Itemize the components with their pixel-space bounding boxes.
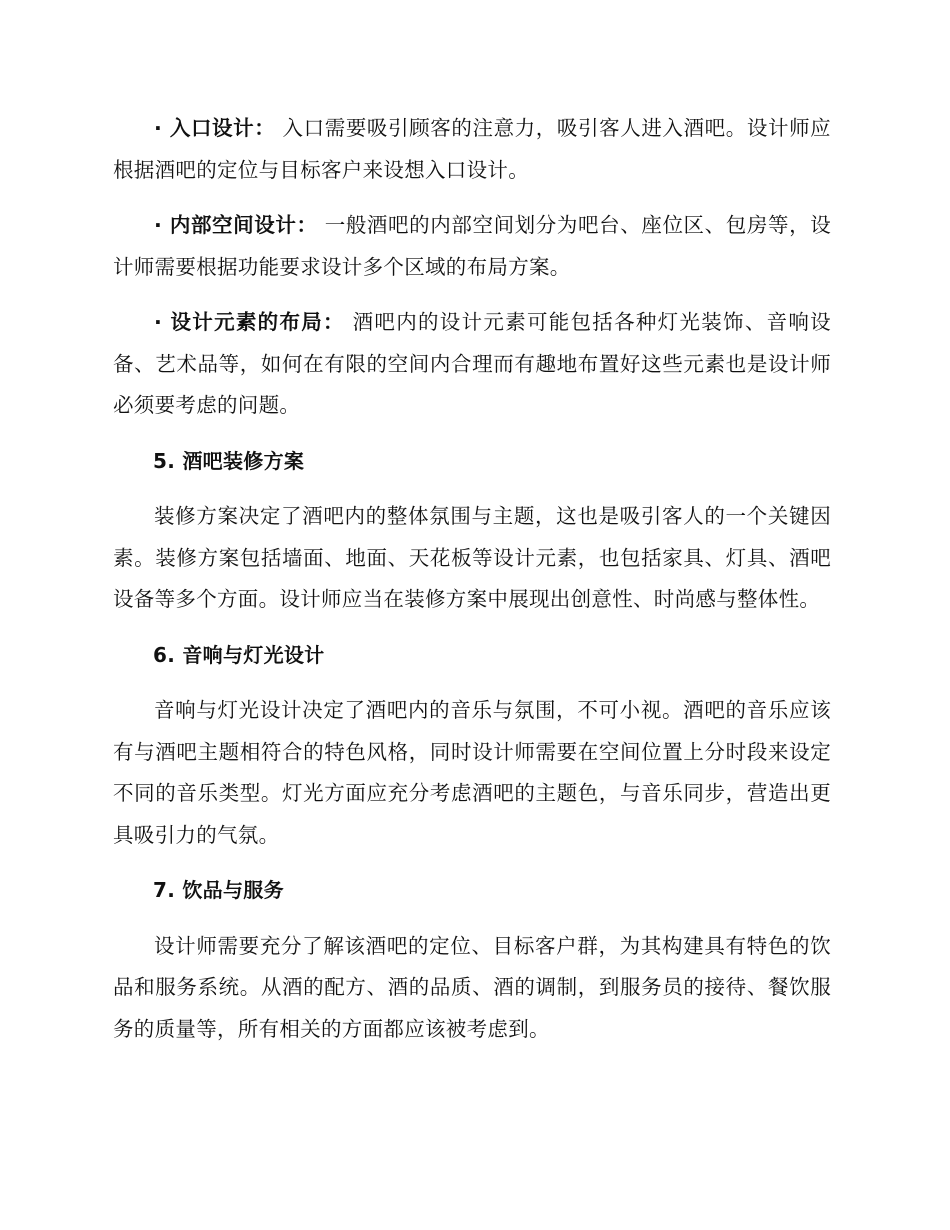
bullet-entrance-design bbox=[113, 108, 831, 191]
section-body-decoration-plan: 装修方案决定了酒吧内的整体氛围与主题，这也是吸引客人的一个关键因素。装修方案包括墙面、地面、天花板等设计元素，也包括家具、灯具、酒吧设备等多个方面。设计师应当在装修方案中展现出创意性、时尚感与整体性。 bbox=[113, 504, 831, 611]
section-heading-audio-lighting: 6. 音响与灯光设计 bbox=[153, 642, 325, 667]
bullet-interior-space-design bbox=[113, 205, 831, 288]
bullet-text: 入口需要吸引顾客的注意力，吸引客人进入酒吧。设计师应根据酒吧的定位与目标客户来设想入口设计。 bbox=[113, 116, 831, 182]
section-body-audio-lighting: 音响与灯光设计决定了酒吧内的音乐与氛围，不可小视。酒吧的音乐应该有与酒吧主题相符合的特色风格，同时设计师需要在空间位置上分时段来设定不同的音乐类型。灯光方面应充分考虑酒吧的主题色，与音乐同步，营造出更具吸引力的气氛。 bbox=[113, 698, 831, 847]
document-page bbox=[113, 108, 831, 1050]
section-heading-decoration-plan: 5. 酒吧装修方案 bbox=[153, 448, 305, 473]
section-heading-drinks-service: 7. 饮品与服务 bbox=[153, 878, 284, 902]
bullet-text: 一般酒吧的内部空间划分为吧台、座位区、包房等，设计师需要根据功能要求设计多个区域的布局方案。 bbox=[113, 213, 831, 279]
bullet-label: · 设计元素的布局： bbox=[154, 310, 345, 334]
bullet-design-element-layout bbox=[113, 302, 831, 427]
bullet-text: 酒吧内的设计元素可能包括各种灯光装饰、音响设备、艺术品等，如何在有限的空间内合理而有趣地布置好这些元素也是设计师必须要考虑的问题。 bbox=[113, 310, 831, 417]
section-body-drinks-service: 设计师需要充分了解该酒吧的定位、目标客户群，为其构建具有特色的饮品和服务系统。从酒的配方、酒的品质、酒的调制，到服务员的接待、餐饮服务的质量等，所有相关的方面都应该被考虑到。 bbox=[113, 933, 831, 1041]
bullet-label: · 内部空间设计： bbox=[154, 213, 318, 237]
bullet-label: · 入口设计： bbox=[154, 116, 276, 140]
